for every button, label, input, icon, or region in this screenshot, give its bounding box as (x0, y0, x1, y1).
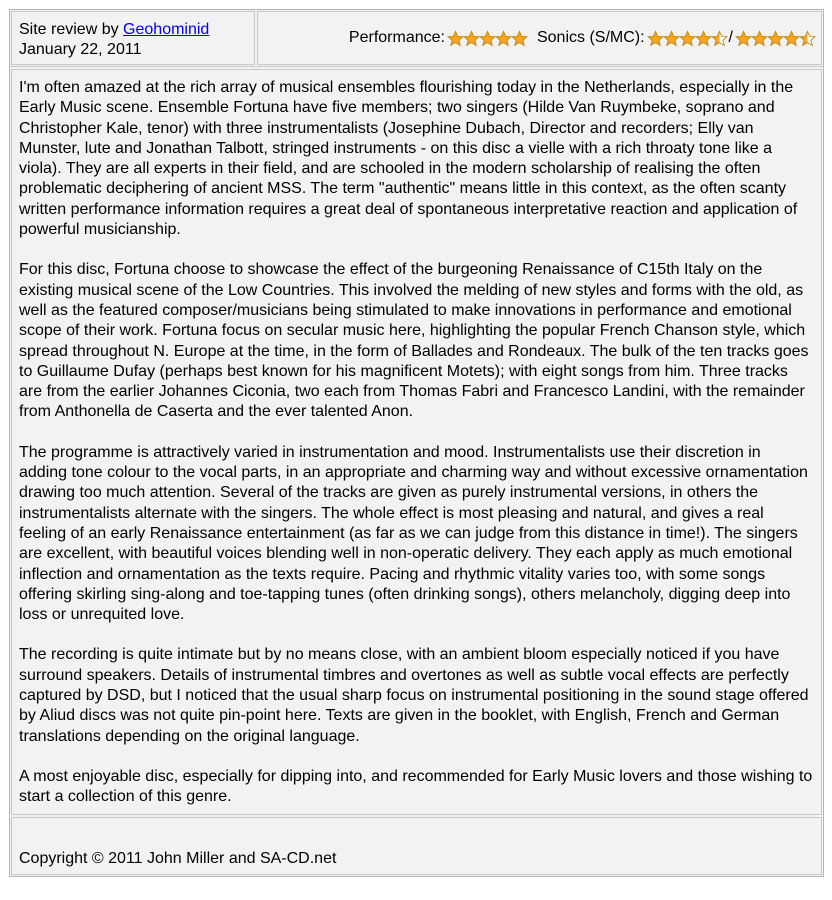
review-header (10, 10, 823, 67)
copyright-text: Copyright © 2011 John Miller and SA-CD.net (19, 849, 337, 867)
review-prefix: Site review by (19, 21, 119, 38)
review-paragraph: For this disc, Fortuna choose to showcase the effect of the burgeoning Renaissance of C15th Italy on the existing musical scene of the Low Countries. This involved the melding of new styles and forms with the old, as well as the featured composer/musicians being stimulated to make innovations in performance and emotional scope of their work. Fortuna focus on secular music here, highlighting the popular French Chanson style, which spread throughout N. Europe at the time, in the form of Ballades and Rondeaux. The bulk of the ten tracks goes to Guillaume Dufay (perhaps best known for his magnificent Motets); with eight songs from him. Three tracks are from the earlier Johannes Ciconia, two each from Thomas Fabri and Francesco Landini, with the remainder from Anthonella de Caserta and the ever talented Anon. (19, 261, 809, 421)
star-half-icon (711, 30, 728, 47)
review-paragraph: The programme is attractively varied in instrumentation and mood. Instrumentalists use their discretion in adding tone colour to the vocal parts, in an appropriate and charming way and without excessive ornamentation drawing too much attention. Several of the tracks are given as purely instrumental versions, in others the instrumentalists alternate with the singers. The whole effect is most pleasing and natural, and gives a real feeling of an early Renaissance entertainment (as far as we can judge from this distance in time!). The singers are excellent, with beautiful voices blending well in non-operatic delivery. They each apply as much emotional inflection and ornamentation as the texts require. Pacing and rhythmic vitality varies too, with some songs offering skirling sing-along and toe-tapping tunes (often drinking songs), others melancholy, digging deep into loss or unrequited love. (19, 443, 808, 624)
star-full-icon (495, 30, 512, 47)
sonics-separator: / (728, 29, 733, 46)
star-half-icon (799, 30, 816, 47)
review-paragraph: I'm often amazed at the rich array of musical ensembles flourishing today in the Netherlands, especially in the Early Music scene. Ensemble Fortuna have five members; two singers (Hilde Van Ruymbeke, soprano and Christopher Kale, tenor) with three instrumentalists (Josephine Dubach, Director and recorders; Elly van Munster, lute and Jonathan Talbott, stringed instruments - on this disc a vielle with a rich throaty tone like a viola). They are all experts in their field, and are schooled in the modern scholarship of realising the often problematic deciphering of ancient MSS. The term "authentic" means little in this context, as the often scanty written performance information requires a great deal of spontaneous interpretative reaction and application of powerful musicianship. (19, 79, 798, 239)
review-paragraph: A most enjoyable disc, especially for dipping into, and recommended for Early Music lovers and those wishing to start a collection of this genre. (19, 767, 813, 806)
review-footer (11, 817, 822, 875)
review-paragraph: The recording is quite intimate but by no means close, with an ambient bloom especially noticed if you have surround speakers. Details of instrumental timbres and overtones as well as subtle vocal effects are perfectly captured by DSD, but I noticed that the usual sharp focus on instrumental positioning in the sound stage offered by Aliud discs was not quite pin-point here. Texts are given in the booklet, with English, French and German translations depending on the original language. (19, 646, 809, 745)
star-full-icon (447, 30, 464, 47)
star-full-icon (735, 30, 752, 47)
review-table (9, 9, 824, 877)
star-full-icon (679, 30, 696, 47)
sonics-multichannel-stars (735, 26, 815, 50)
review-date: January 22, 2011 (19, 41, 142, 58)
star-full-icon (647, 30, 664, 47)
performance-label: Performance: (348, 29, 445, 46)
sonics-stereo-stars (647, 26, 727, 50)
star-full-icon (463, 30, 480, 47)
star-full-icon (663, 30, 680, 47)
reviewer-link[interactable]: Geohominid (123, 21, 210, 38)
review-body (11, 69, 822, 815)
ratings (257, 11, 822, 65)
reviewer-line (19, 20, 247, 40)
star-full-icon (511, 30, 528, 47)
star-full-icon (695, 30, 712, 47)
star-full-icon (479, 30, 496, 47)
sonics-label: Sonics (S/MC): (536, 29, 645, 46)
star-full-icon (767, 30, 784, 47)
review-meta (11, 11, 255, 65)
star-full-icon (751, 30, 768, 47)
performance-stars (447, 26, 527, 50)
star-full-icon (783, 30, 800, 47)
